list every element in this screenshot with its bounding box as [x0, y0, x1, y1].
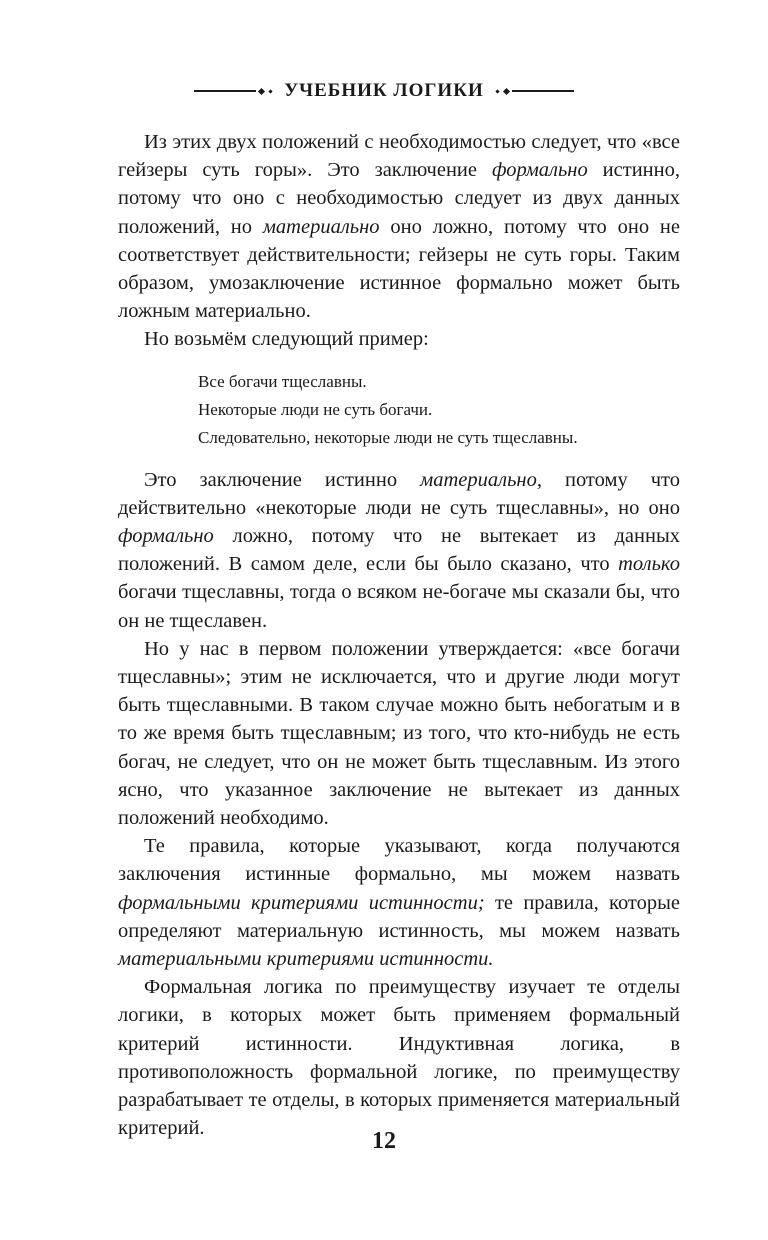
body-text [118, 128, 680, 1143]
emphasis-materially-2: материально, [420, 468, 542, 491]
emphasis-material-criteria: материальными критериями истинности. [118, 948, 494, 971]
running-header [0, 80, 768, 102]
emphasis-only: только [618, 553, 680, 576]
header-ornament-right [494, 89, 574, 94]
paragraph-4: Но у нас в первом положении утверждается: «все богачи тщеславны»; этим не исключается, что и другие люди могут быть тщеславными. В таком случае можно быть небогатым и в то же время быть тщеславным; из того, что кто-нибудь не есть богач, не следует, что он не может быть тщеславным. Из этого ясно, что указанное заключение не вытекает из данных положений необходимо. [118, 637, 680, 830]
emphasis-formally: формально [491, 159, 588, 182]
emphasis-formally-2: формально [118, 525, 214, 548]
running-header-title: УЧЕБНИК ЛОГИКИ [284, 80, 484, 101]
header-ornament-left [194, 89, 274, 94]
syllogism-premise-2: Некоторые люди не суть богачи. [198, 399, 433, 419]
paragraph-6: Формальная логика по преимуществу изучает те отделы логики, в которых может быть применяем формальный критерий истинности. Индуктивная логика, в противоположность формальной логике, по преимуществу разрабатывает те отделы, в которых применяется материальный критерий. [118, 976, 680, 1140]
syllogism-conclusion: Следовательно, некоторые люди не суть тщеславны. [198, 427, 578, 447]
emphasis-formal-criteria: формальными критериями истинности; [118, 891, 485, 914]
emphasis-materially: материально [262, 215, 380, 238]
syllogism-example [198, 368, 680, 452]
paragraph-3: Это заключение истинно материально, потому что действительно «некоторые люди не суть тщеславны», но оно формально ложно, потому что не вытекает из данных положений. В самом деле, если бы было сказано, что только богачи тщеславны, тогда о всяком не-богаче мы сказали бы, что он не тщеславен. [118, 468, 680, 632]
syllogism-premise-1: Все богачи тщеславны. [198, 371, 367, 391]
paragraph-1: Из этих двух положений с необходимостью следует, что «все гейзеры суть горы». Это заключение формально истинно, потому что оно с необходимостью следует из двух данных положений, но материально оно ложно, потому что оно не соответствует действительности; гейзеры не суть горы. Таким образом, умозаключение истинное формально может быть ложным материально. [118, 131, 680, 323]
paragraph-2: Но возьмём следующий пример: [144, 328, 429, 351]
paragraph-5: Те правила, которые указывают, когда получаются заключения истинные формально, мы можем назвать формальными критериями истинности; те правила, которые определяют материальную истинность, мы можем назвать материальными критериями истинности. [118, 835, 680, 971]
page-number: 12 [372, 1128, 396, 1154]
